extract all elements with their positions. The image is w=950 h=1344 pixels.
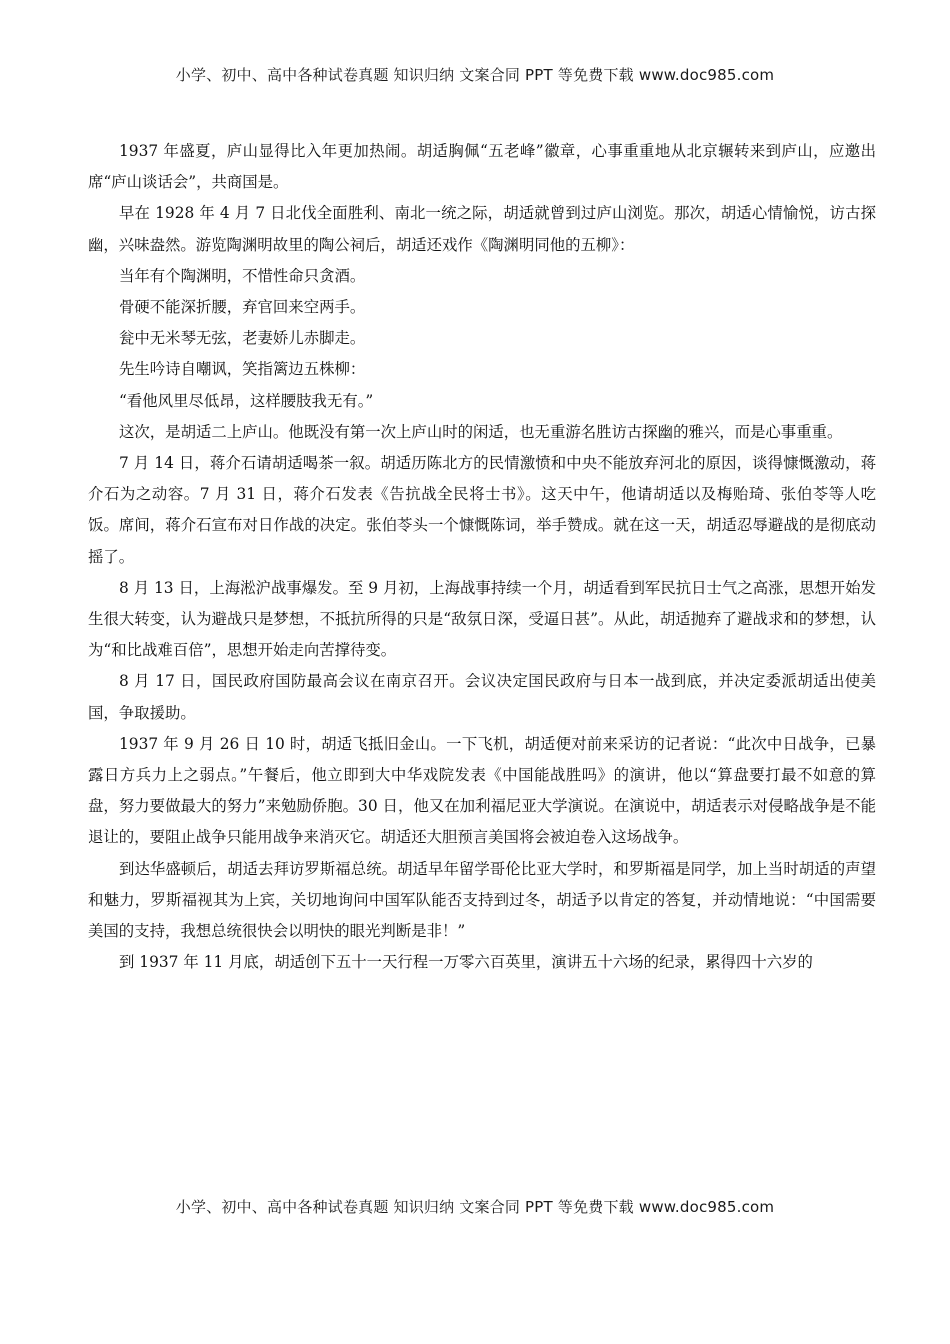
paragraph: 1937 年盛夏，庐山显得比入年更加热闹。胡适胸佩“五老峰”徽章，心事重重地从北京辗转来到庐山，应邀出席“庐山谈话会”，共商国是。 (88, 142, 876, 192)
paragraph: 到 1937 年 11 月底，胡适创下五十一天行程一万零六百英里，演讲五十六场的纪录，累得四十六岁的 (119, 953, 813, 972)
poem-line: “看他风里尽低昂，这样腰肢我无有。” (119, 391, 374, 410)
paragraph: 到达华盛顿后，胡适去拜访罗斯福总统。胡适早年留学哥伦比亚大学时，和罗斯福是同学，加上当时胡适的声望和魅力，罗斯福视其为上宾，关切地询问中国军队能否支持到过冬，胡适予以肯定的答复，并动情地说：“中国需要美国的支持，我想总统很快会以明快的眼光判断是非！” (88, 859, 876, 941)
page-footer: 小学、初中、高中各种试卷真题 知识归纳 文案合同 PPT 等免费下载 www.doc985.com (175, 1198, 775, 1216)
poem-line: 当年有个陶渊明，不惜性命只贪酒。 (119, 266, 366, 285)
poem-line: 先生吟诗自嘲讽，笑指篱边五株柳： (119, 360, 366, 379)
page-header: 小学、初中、高中各种试卷真题 知识归纳 文案合同 PPT 等免费下载 www.doc985.com (175, 66, 775, 84)
poem-line: 瓮中无米琴无弦，老妻娇儿赤脚走。 (119, 329, 366, 348)
paragraph: 1937 年 9 月 26 日 10 时，胡适飞抵旧金山。一下飞机，胡适便对前来采访的记者说：“此次中日战争，已暴露日方兵力上之弱点。”午餐后，他立即到大中华戏院发表《中国能战胜吗》的演讲，他以“算盘要打最不如意的算盘，努力要做最大的努力”来勉励侨胞。30 日，他又在加利福尼亚大学演说。在演说中，胡适表示对侵略战争是不能退让的，要阻止战争只能用战争来消灭它。胡适还大胆预言美国将会被迫卷入这场战争。 (88, 734, 876, 847)
poem-line: 骨硬不能深折腰，弃官回来空两手。 (119, 298, 366, 317)
paragraph: 这次，是胡适二上庐山。他既没有第一次上庐山时的闲适，也无重游名胜访古探幽的雅兴，而是心事重重。 (119, 422, 843, 441)
paragraph: 7 月 14 日，蒋介石请胡适喝茶一叙。胡适历陈北方的民情激愤和中央不能放弃河北的原因，谈得慷慨激动，蒋介石为之动容。7 月 31 日，蒋介石发表《告抗战全民将士书》。这天中午，他请胡适以及梅贻琦、张伯苓等人吃饭。席间，蒋介石宣布对日作战的决定。张伯苓头一个慷慨陈词，举手赞成。就在这一天，胡适忍辱避战的是彻底动摇了。 (88, 454, 876, 566)
paragraph: 早在 1928 年 4 月 7 日北伐全面胜利、南北一统之际，胡适就曾到过庐山浏览。那次，胡适心情愉悦，访古探幽，兴味盎然。游览陶渊明故里的陶公祠后，胡适还戏作《陶渊明同他的五柳》： (88, 204, 876, 254)
paragraph: 8 月 13 日，上海淞沪战事爆发。至 9 月初，上海战事持续一个月，胡适看到军民抗日士气之高涨，思想开始发生很大转变，认为避战只是梦想，不抵抗所得的只是“敌氛日深，受逼日甚”。从此，胡适抛弃了避战求和的梦想，认为“和比战难百倍”，思想开始走向苦撑待变。 (88, 578, 876, 660)
paragraph: 8 月 17 日，国民政府国防最高会议在南京召开。会议决定国民政府与日本一战到底，并决定委派胡适出使美国，争取援助。 (88, 672, 876, 722)
article-body (88, 136, 876, 978)
